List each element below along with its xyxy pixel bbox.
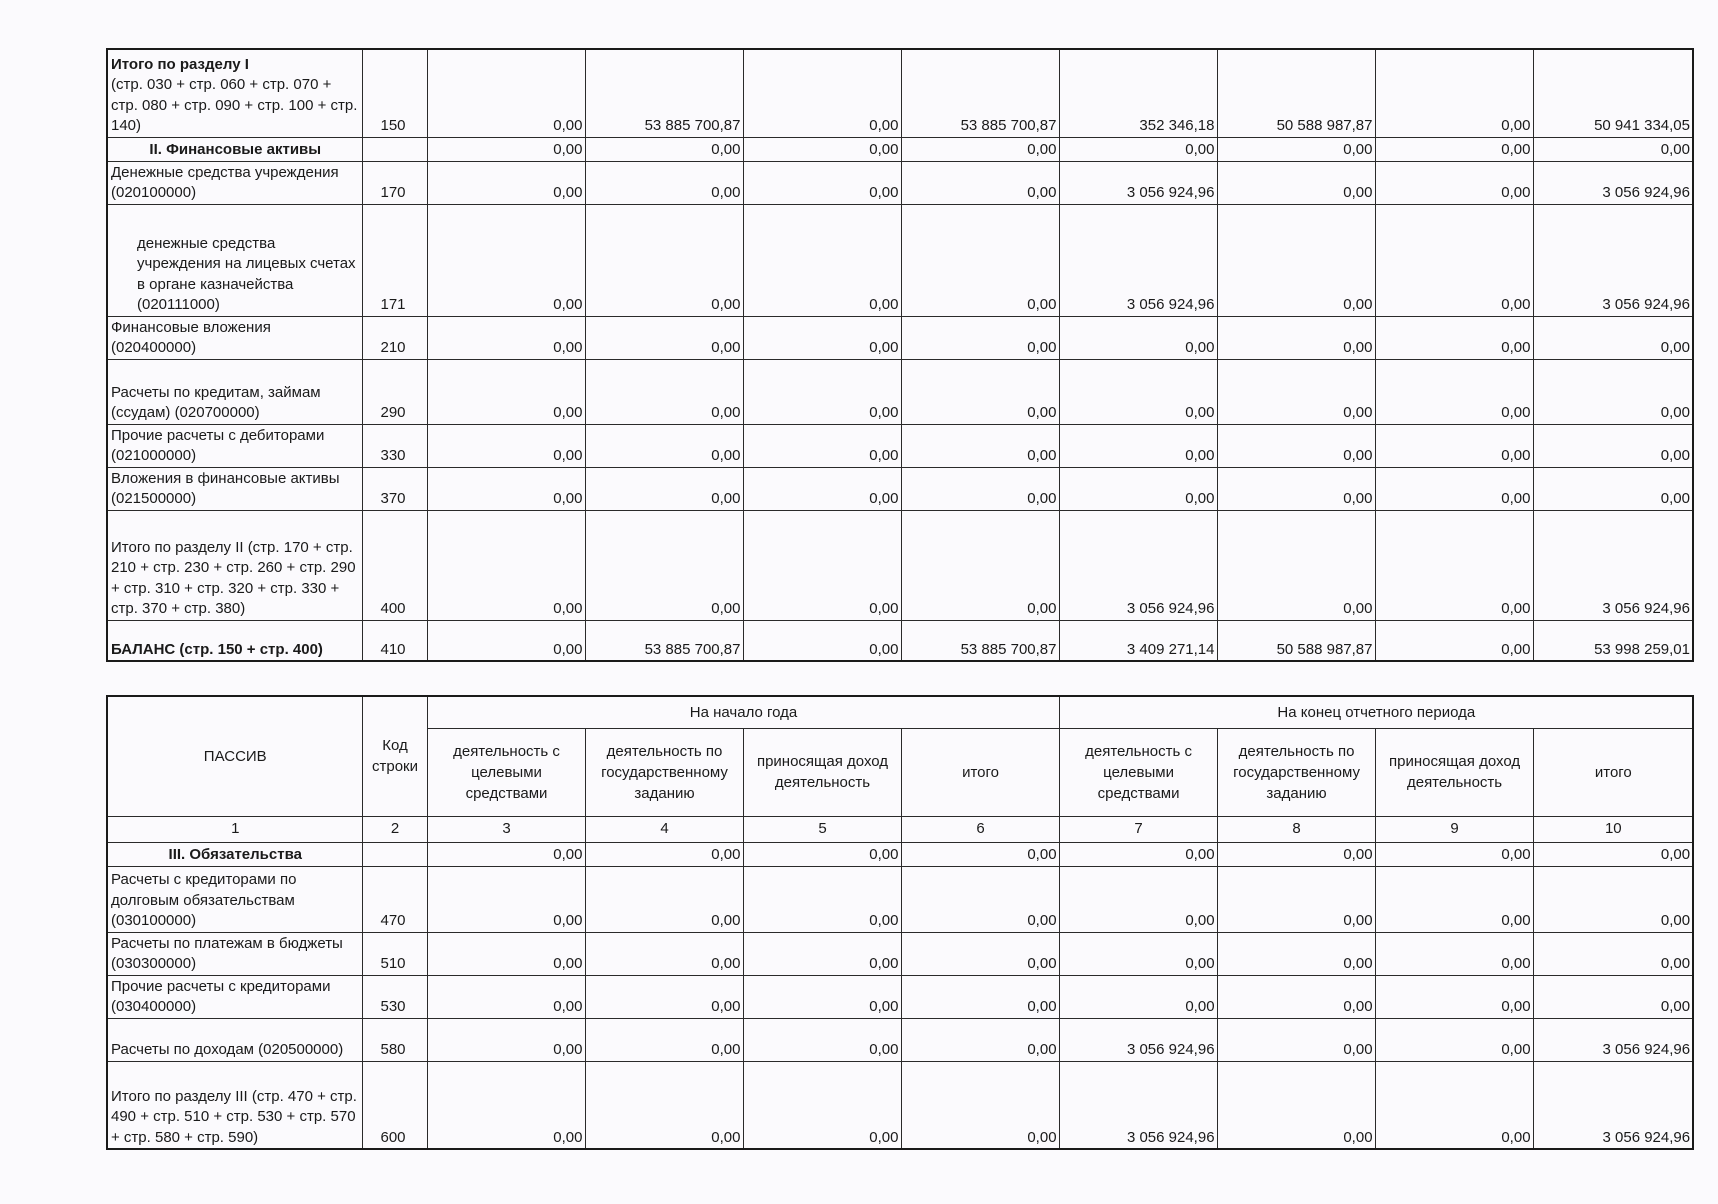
cell-col7: 3 409 271,14 (1059, 620, 1217, 661)
row-label: Прочие расчеты с дебиторами (021000000) (107, 424, 362, 467)
assets-section-ii (107, 137, 1693, 161)
cell-col5: 0,00 (743, 932, 901, 975)
row-code: 410 (362, 620, 427, 661)
cell-col9: 0,00 (1375, 1061, 1533, 1149)
assets-table (106, 48, 1694, 662)
cell-col3: 0,00 (427, 866, 585, 932)
row-code: 600 (362, 1061, 427, 1149)
cell-col7: 0,00 (1059, 424, 1217, 467)
row-code (362, 137, 427, 161)
cell-col10: 3 056 924,96 (1533, 161, 1693, 204)
balance-label: БАЛАНС (стр. 150 + стр. 400) (107, 620, 362, 661)
cell-col6: 0,00 (901, 1061, 1059, 1149)
cell-col6: 0,00 (901, 359, 1059, 424)
cell-col9: 0,00 (1375, 510, 1533, 620)
header-col10: итого (1533, 728, 1693, 816)
cell-col8: 0,00 (1217, 467, 1375, 510)
cell-col10: 3 056 924,96 (1533, 510, 1693, 620)
assets-row-210 (107, 316, 1693, 359)
row-code: 370 (362, 467, 427, 510)
header-row-index (107, 816, 1693, 842)
cell-col10: 0,00 (1533, 866, 1693, 932)
cell-col8: 0,00 (1217, 842, 1375, 866)
cell-col10: 0,00 (1533, 932, 1693, 975)
cell-col8: 0,00 (1217, 510, 1375, 620)
cell-col10: 3 056 924,96 (1533, 204, 1693, 316)
cell-col8: 0,00 (1217, 1018, 1375, 1061)
cell-col5: 0,00 (743, 620, 901, 661)
cell-col8: 0,00 (1217, 316, 1375, 359)
row-code: 400 (362, 510, 427, 620)
cell-col10: 0,00 (1533, 842, 1693, 866)
header-end-period: На конец отчетного периода (1059, 696, 1693, 728)
cell-col5: 0,00 (743, 49, 901, 137)
cell-col4: 0,00 (585, 1061, 743, 1149)
cell-col3: 0,00 (427, 620, 585, 661)
row-code: 210 (362, 316, 427, 359)
cell-col8: 50 588 987,87 (1217, 620, 1375, 661)
cell-col4: 0,00 (585, 161, 743, 204)
cell-col4: 0,00 (585, 467, 743, 510)
cell-col9: 0,00 (1375, 424, 1533, 467)
row-label: Расчеты с кредиторами по долговым обязательствам (030100000) (107, 866, 362, 932)
cell-col8: 50 588 987,87 (1217, 49, 1375, 137)
cell-col6: 0,00 (901, 975, 1059, 1018)
cell-col3: 0,00 (427, 424, 585, 467)
cell-col9: 0,00 (1375, 467, 1533, 510)
index-8: 8 (1217, 816, 1375, 842)
cell-col9: 0,00 (1375, 204, 1533, 316)
cell-col3: 0,00 (427, 467, 585, 510)
cell-col5: 0,00 (743, 359, 901, 424)
cell-col7: 0,00 (1059, 975, 1217, 1018)
cell-col7: 0,00 (1059, 359, 1217, 424)
cell-col9: 0,00 (1375, 137, 1533, 161)
liab-row-510 (107, 932, 1693, 975)
cell-col5: 0,00 (743, 1061, 901, 1149)
assets-row-330 (107, 424, 1693, 467)
cell-col8: 0,00 (1217, 161, 1375, 204)
cell-col7: 0,00 (1059, 137, 1217, 161)
row-label: Итого по разделу III (стр. 470 + стр. 490 + стр. 510 + стр. 530 + стр. 570 + стр. 580 + стр. 590) (107, 1061, 362, 1149)
liab-row-600 (107, 1061, 1693, 1149)
cell-col3: 0,00 (427, 49, 585, 137)
cell-col5: 0,00 (743, 424, 901, 467)
index-4: 4 (585, 816, 743, 842)
cell-col4: 0,00 (585, 975, 743, 1018)
cell-col6: 0,00 (901, 866, 1059, 932)
header-start-year: На начало года (427, 696, 1059, 728)
cell-col4: 0,00 (585, 866, 743, 932)
cell-col10: 0,00 (1533, 467, 1693, 510)
cell-col4: 0,00 (585, 932, 743, 975)
cell-col3: 0,00 (427, 975, 585, 1018)
cell-col8: 0,00 (1217, 359, 1375, 424)
section-title: II. Финансовые активы (107, 137, 362, 161)
row-code: 510 (362, 932, 427, 975)
row-label: Финансовые вложения (020400000) (107, 316, 362, 359)
row-code: 530 (362, 975, 427, 1018)
header-code: Код строки (362, 696, 427, 816)
cell-col8: 0,00 (1217, 932, 1375, 975)
cell-col7: 3 056 924,96 (1059, 510, 1217, 620)
index-3: 3 (427, 816, 585, 842)
index-9: 9 (1375, 816, 1533, 842)
cell-col3: 0,00 (427, 359, 585, 424)
cell-col3: 0,00 (427, 316, 585, 359)
cell-col7: 0,00 (1059, 316, 1217, 359)
cell-col9: 0,00 (1375, 620, 1533, 661)
row-code: 330 (362, 424, 427, 467)
cell-col10: 0,00 (1533, 424, 1693, 467)
section-title: III. Обязательства (107, 842, 362, 866)
row-code: 290 (362, 359, 427, 424)
cell-col9: 0,00 (1375, 1018, 1533, 1061)
cell-col9: 0,00 (1375, 316, 1533, 359)
cell-col8: 0,00 (1217, 424, 1375, 467)
cell-col3: 0,00 (427, 842, 585, 866)
cell-col4: 53 885 700,87 (585, 49, 743, 137)
cell-col3: 0,00 (427, 161, 585, 204)
header-col9: приносящая доход деятельность (1375, 728, 1533, 816)
cell-col9: 0,00 (1375, 975, 1533, 1018)
assets-row-171 (107, 204, 1693, 316)
cell-col6: 0,00 (901, 932, 1059, 975)
cell-col10: 3 056 924,96 (1533, 1018, 1693, 1061)
liab-row-470 (107, 866, 1693, 932)
cell-col6: 53 885 700,87 (901, 49, 1059, 137)
row-code: 170 (362, 161, 427, 204)
cell-col3: 0,00 (427, 932, 585, 975)
header-col8: деятельность по государственному заданию (1217, 728, 1375, 816)
cell-col9: 0,00 (1375, 842, 1533, 866)
index-1: 1 (107, 816, 362, 842)
cell-col3: 0,00 (427, 204, 585, 316)
row-label: Итого по разделу I (стр. 030 + стр. 060 + стр. 070 + стр. 080 + стр. 090 + стр. 100 + стр. 140) (107, 49, 362, 137)
cell-col7: 3 056 924,96 (1059, 1018, 1217, 1061)
cell-col3: 0,00 (427, 1018, 585, 1061)
index-6: 6 (901, 816, 1059, 842)
row-label: Вложения в финансовые активы (021500000) (107, 467, 362, 510)
cell-col8: 0,00 (1217, 1061, 1375, 1149)
cell-col7: 0,00 (1059, 842, 1217, 866)
liab-row-580 (107, 1018, 1693, 1061)
row-label: Прочие расчеты с кредиторами (030400000) (107, 975, 362, 1018)
assets-row-400 (107, 510, 1693, 620)
cell-col3: 0,00 (427, 1061, 585, 1149)
cell-col5: 0,00 (743, 1018, 901, 1061)
cell-col10: 0,00 (1533, 975, 1693, 1018)
cell-col8: 0,00 (1217, 866, 1375, 932)
row-label: Расчеты по кредитам, займам (ссудам) (020700000) (107, 359, 362, 424)
cell-col9: 0,00 (1375, 49, 1533, 137)
cell-col4: 0,00 (585, 842, 743, 866)
cell-col4: 0,00 (585, 204, 743, 316)
cell-col3: 0,00 (427, 510, 585, 620)
cell-col5: 0,00 (743, 161, 901, 204)
liab-section-iii (107, 842, 1693, 866)
cell-col6: 0,00 (901, 424, 1059, 467)
cell-col7: 0,00 (1059, 932, 1217, 975)
cell-col4: 0,00 (585, 424, 743, 467)
row-code: 470 (362, 866, 427, 932)
cell-col8: 0,00 (1217, 204, 1375, 316)
assets-row-290 (107, 359, 1693, 424)
cell-col3: 0,00 (427, 137, 585, 161)
cell-col5: 0,00 (743, 842, 901, 866)
assets-row-150 (107, 49, 1693, 137)
cell-col5: 0,00 (743, 467, 901, 510)
cell-col4: 53 885 700,87 (585, 620, 743, 661)
row-label: Расчеты по платежам в бюджеты (030300000) (107, 932, 362, 975)
row-label: Расчеты по доходам (020500000) (107, 1018, 362, 1061)
index-5: 5 (743, 816, 901, 842)
cell-col5: 0,00 (743, 975, 901, 1018)
cell-col9: 0,00 (1375, 359, 1533, 424)
row-code: 171 (362, 204, 427, 316)
cell-col8: 0,00 (1217, 975, 1375, 1018)
cell-col6: 53 885 700,87 (901, 620, 1059, 661)
cell-col7: 352 346,18 (1059, 49, 1217, 137)
row-label: Денежные средства учреждения (020100000) (107, 161, 362, 204)
header-passiv: ПАССИВ (107, 696, 362, 816)
cell-col5: 0,00 (743, 510, 901, 620)
cell-col7: 3 056 924,96 (1059, 1061, 1217, 1149)
cell-col6: 0,00 (901, 467, 1059, 510)
index-2: 2 (362, 816, 427, 842)
cell-col5: 0,00 (743, 204, 901, 316)
cell-col4: 0,00 (585, 1018, 743, 1061)
cell-col5: 0,00 (743, 866, 901, 932)
index-10: 10 (1533, 816, 1693, 842)
cell-col9: 0,00 (1375, 866, 1533, 932)
cell-col7: 0,00 (1059, 866, 1217, 932)
cell-col10: 0,00 (1533, 137, 1693, 161)
liabilities-table (106, 695, 1694, 1150)
cell-col5: 0,00 (743, 137, 901, 161)
assets-row-410-balance (107, 620, 1693, 661)
row-code: 150 (362, 49, 427, 137)
assets-row-170 (107, 161, 1693, 204)
cell-col6: 0,00 (901, 204, 1059, 316)
row-code: 580 (362, 1018, 427, 1061)
cell-col10: 0,00 (1533, 359, 1693, 424)
cell-col8: 0,00 (1217, 137, 1375, 161)
header-col7: деятельность с целевыми средствами (1059, 728, 1217, 816)
assets-row-370 (107, 467, 1693, 510)
cell-col5: 0,00 (743, 316, 901, 359)
row-label: денежные средства учреждения на лицевых счетах в органе казначейства (020111000) (107, 204, 362, 316)
header-row-groups (107, 696, 1693, 728)
cell-col10: 0,00 (1533, 316, 1693, 359)
cell-col4: 0,00 (585, 510, 743, 620)
cell-col9: 0,00 (1375, 161, 1533, 204)
header-col6: итого (901, 728, 1059, 816)
row-label: Итого по разделу II (стр. 170 + стр. 210 + стр. 230 + стр. 260 + стр. 290 + стр. 310 + стр. 320 + стр. 330 + стр. 370 + стр. 380) (107, 510, 362, 620)
cell-col4: 0,00 (585, 316, 743, 359)
row-label-formula: (стр. 030 + стр. 060 + стр. 070 + стр. 080 + стр. 090 + стр. 100 + стр. 140) (111, 76, 358, 134)
cell-col10: 50 941 334,05 (1533, 49, 1693, 137)
cell-col4: 0,00 (585, 137, 743, 161)
cell-col4: 0,00 (585, 359, 743, 424)
liab-row-530 (107, 975, 1693, 1018)
cell-col6: 0,00 (901, 1018, 1059, 1061)
cell-col10: 3 056 924,96 (1533, 1061, 1693, 1149)
cell-col9: 0,00 (1375, 932, 1533, 975)
header-col3: деятельность с целевыми средствами (427, 728, 585, 816)
cell-col7: 0,00 (1059, 467, 1217, 510)
cell-col6: 0,00 (901, 161, 1059, 204)
row-code (362, 842, 427, 866)
cell-col6: 0,00 (901, 316, 1059, 359)
cell-col7: 3 056 924,96 (1059, 204, 1217, 316)
cell-col10: 53 998 259,01 (1533, 620, 1693, 661)
index-7: 7 (1059, 816, 1217, 842)
cell-col7: 3 056 924,96 (1059, 161, 1217, 204)
cell-col6: 0,00 (901, 510, 1059, 620)
header-col4: деятельность по государственному заданию (585, 728, 743, 816)
cell-col6: 0,00 (901, 842, 1059, 866)
header-col5: приносящая доход деятельность (743, 728, 901, 816)
cell-col6: 0,00 (901, 137, 1059, 161)
